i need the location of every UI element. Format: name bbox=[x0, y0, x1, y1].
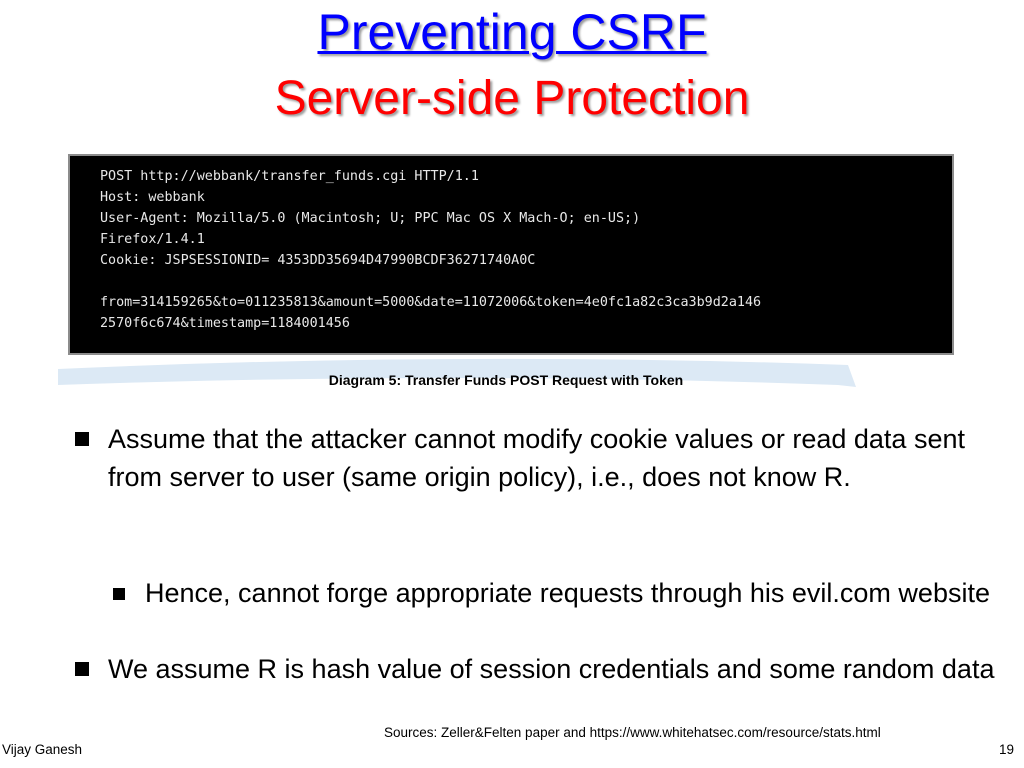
page-number: 19 bbox=[998, 742, 1014, 757]
sub-bullet-text: Hence, cannot forge appropriate requests through his evil.com website bbox=[145, 578, 990, 608]
author-name: Vijay Ganesh bbox=[2, 742, 83, 757]
bullet-square-icon bbox=[113, 588, 125, 600]
code-line: 2570f6c674&timestamp=1184001456 bbox=[100, 316, 350, 331]
code-line: from=314159265&to=011235813&amount=5000&date=11072006&token=4e0fc1a82c3ca3b9d2a146 bbox=[100, 295, 762, 310]
code-line: Cookie: JSPSESSIONID= 4353DD35694D47990BCDF36271740A0C bbox=[100, 253, 536, 268]
bullet-square-icon bbox=[75, 662, 89, 676]
slide-subtitle: Server-side Protection bbox=[274, 72, 750, 125]
figure-caption: Diagram 5: Transfer Funds POST Request with Token bbox=[328, 372, 684, 388]
bullet-text: We assume R is hash value of session credentials and some random data bbox=[108, 654, 995, 684]
code-line: Host: webbank bbox=[100, 190, 205, 205]
code-line: User-Agent: Mozilla/5.0 (Macintosh; U; PPC Mac OS X Mach-O; en-US;) bbox=[100, 211, 641, 226]
slide-title: Preventing CSRF bbox=[317, 4, 707, 60]
http-request-code-block bbox=[68, 154, 954, 355]
code-line: POST http://webbank/transfer_funds.cgi HTTP/1.1 bbox=[100, 169, 479, 184]
bullet-text: Assume that the attacker cannot modify cookie values or read data sent from server to user (same origin policy), i.e., does not know R. bbox=[108, 424, 965, 492]
code-line bbox=[100, 271, 952, 292]
code-line: Firefox/1.4.1 bbox=[100, 232, 205, 247]
sources-note: Sources: Zeller&Felten paper and https://www.whitehatsec.com/resource/stats.html bbox=[384, 725, 881, 740]
bullet-square-icon bbox=[75, 432, 89, 446]
